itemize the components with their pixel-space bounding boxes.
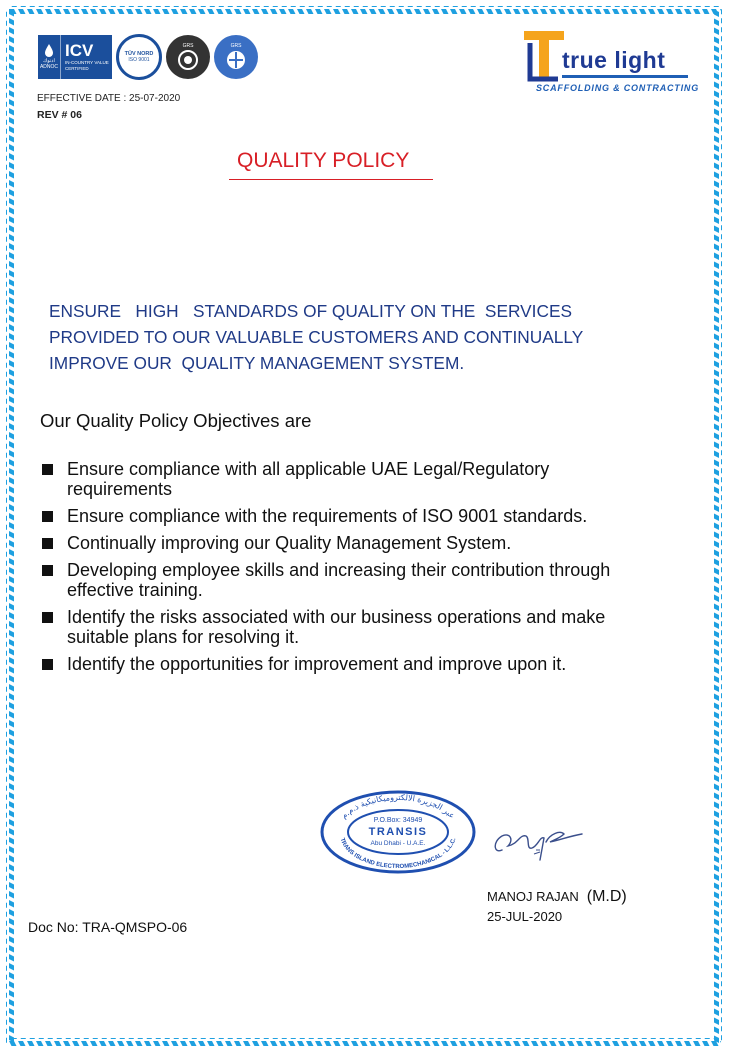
- icv-label: ICV: [65, 41, 94, 60]
- list-item: [41, 654, 711, 674]
- bullet-square-icon: [42, 565, 53, 576]
- grs-logo-1: [166, 35, 210, 79]
- effective-date: EFFECTIVE DATE : 25-07-2020: [37, 93, 181, 104]
- grs-label-2: GRS: [230, 43, 242, 49]
- objectives-list: [41, 459, 711, 681]
- list-item: [41, 560, 642, 600]
- adnoc-drop-icon: [44, 44, 54, 58]
- objective-text: Identify the risks associated with our business operations and make suitable plans for resolving it.: [67, 607, 606, 647]
- objective-text: Identify the opportunities for improvement and improve upon it.: [67, 654, 567, 674]
- globe-icon: [225, 49, 247, 71]
- adnoc-icv-logo: [38, 35, 112, 79]
- bullet-square-icon: [42, 659, 53, 670]
- revision-number: REV # 06: [37, 109, 82, 121]
- globe-icon: [177, 49, 199, 71]
- list-item: [41, 506, 711, 526]
- policy-statement: [49, 298, 649, 376]
- signatory-role: (M.D): [586, 888, 627, 905]
- objectives-heading: Our Quality Policy Objectives are: [40, 410, 312, 431]
- signatory-date: 25-JUL-2020: [487, 909, 563, 924]
- tl-monogram-icon: [522, 27, 566, 85]
- objective-text: Developing employee skills and increasing their contribution through effective training.: [67, 560, 611, 600]
- list-item: [41, 607, 622, 647]
- grs-label-1: GRS: [182, 43, 194, 49]
- stamp-po-box: P.O.Box: 34949: [373, 817, 423, 824]
- certification-logos: [38, 34, 258, 80]
- statement-line: IMPROVE OUR QUALITY MANAGEMENT SYSTEM.: [49, 353, 465, 373]
- stamp-bottom-text: TRANS ISLAND ELECTROMECHANICAL - L.L.C.: [338, 837, 458, 871]
- bullet-square-icon: [42, 464, 53, 475]
- icv-sub1: IN-COUNTRY VALUE: [65, 60, 109, 65]
- adnoc-arabic: ادنوك: [43, 58, 55, 64]
- signatory-name-line: [487, 888, 627, 906]
- stamp-top-text: عبر الجزيرة الالكتروميكانيكية ذ.م.م: [339, 792, 457, 821]
- tuv-label: TÜV NORD: [124, 51, 154, 57]
- bullet-square-icon: [42, 612, 53, 623]
- adnoc-label: ADNOC: [39, 64, 59, 70]
- page-title: QUALITY POLICY: [237, 149, 410, 172]
- grs-logo-2: [214, 35, 258, 79]
- statement-line: PROVIDED TO OUR VALUABLE CUSTOMERS AND CONTINUALLY: [49, 327, 584, 347]
- stamp-center: TRANSIS: [368, 826, 428, 838]
- document-number: Doc No: TRA-QMSPO-06: [28, 919, 188, 935]
- bullet-square-icon: [42, 511, 53, 522]
- bullet-square-icon: [42, 538, 53, 549]
- brand-name: true light: [562, 47, 666, 73]
- list-item: [41, 533, 711, 553]
- objective-text: Continually improving our Quality Management System.: [67, 533, 512, 553]
- company-stamp: [318, 788, 478, 874]
- stamp-city: Abu Dhabi - U.A.E.: [370, 840, 426, 847]
- brand-tagline: SCAFFOLDING & CONTRACTING: [536, 83, 699, 93]
- tuv-nord-logo: [116, 34, 162, 80]
- icv-sub2: CERTIFIED: [65, 66, 89, 71]
- signature: [490, 820, 590, 864]
- true-light-logo: [522, 27, 699, 99]
- signatory-name: MANOJ RAJAN: [487, 889, 579, 904]
- objective-text: Ensure compliance with the requirements of ISO 9001 standards.: [67, 506, 588, 526]
- brand-underline: [562, 75, 688, 78]
- tuv-sub: ISO 9001: [128, 57, 150, 63]
- statement-line: ENSURE HIGH STANDARDS OF QUALITY ON THE SERVICES: [49, 301, 573, 321]
- objective-text: Ensure compliance with all applicable UAE Legal/Regulatory requirements: [67, 459, 550, 499]
- list-item: [41, 459, 657, 499]
- title-underline: [229, 179, 433, 180]
